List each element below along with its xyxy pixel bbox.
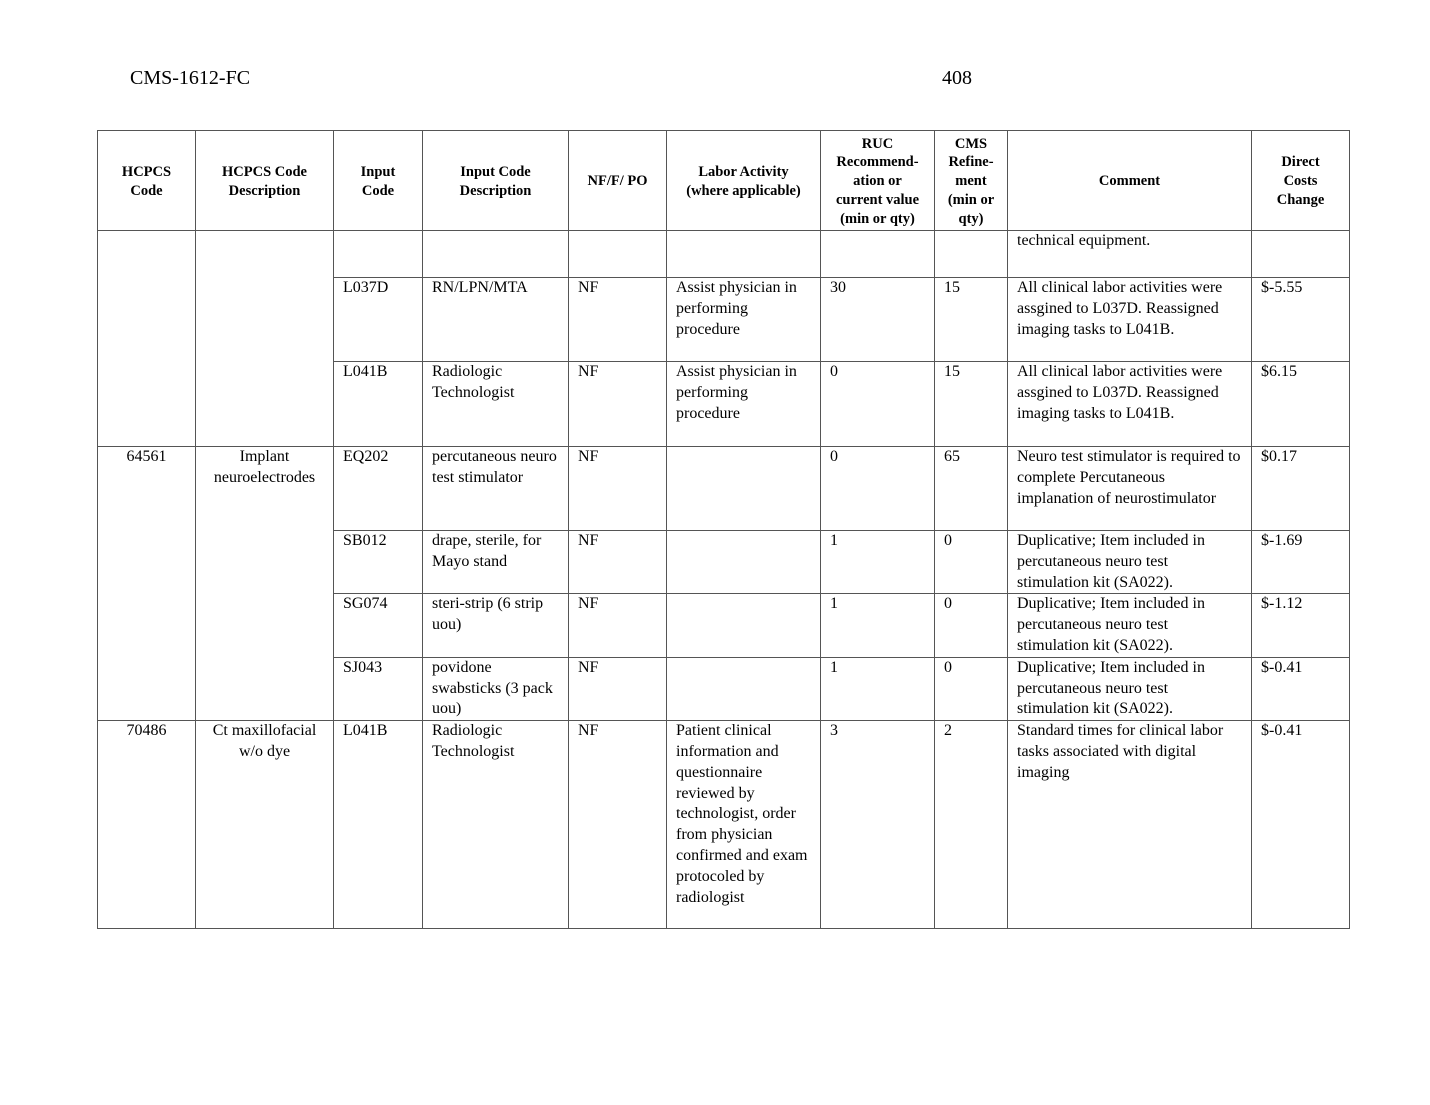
input-desc-cell: povidone swabsticks (3 pack uou) [423,657,569,720]
hcpcs-code-cell: 64561 [98,447,196,721]
ruc-cell: 0 [821,447,935,531]
labor-cell [667,231,821,278]
comment-cell: Standard times for clinical labor tasks associated with digital imaging [1008,721,1252,929]
cms-cell: 0 [935,594,1008,657]
col-header-input-code: Input Code [334,131,423,231]
ruc-cell [821,231,935,278]
direct-cost-cell: $-0.41 [1252,657,1350,720]
direct-cost-cell: $-0.41 [1252,721,1350,929]
ruc-cell: 1 [821,531,935,594]
input-desc-cell: RN/LPN/MTA [423,278,569,362]
direct-cost-cell: $-1.69 [1252,531,1350,594]
comment-cell: All clinical labor activities were assgined to L037D. Reassigned imaging tasks to L041B. [1008,278,1252,362]
comment-cell: All clinical labor activities were assgined to L037D. Reassigned imaging tasks to L041B. [1008,362,1252,447]
input-desc-cell: steri-strip (6 strip uou) [423,594,569,657]
col-header-labor: Labor Activity (where applicable) [667,131,821,231]
labor-cell [667,594,821,657]
hcpcs-desc-cell [196,231,334,447]
input-code-cell: SJ043 [334,657,423,720]
header-row [98,131,1350,231]
hcpcs-code-cell [98,231,196,447]
cms-cell: 0 [935,531,1008,594]
comment-cell: Neuro test stimulator is required to complete Percutaneous implanation of neurostimulator [1008,447,1252,531]
ruc-cell: 1 [821,657,935,720]
input-code-cell: L037D [334,278,423,362]
col-header-ruc: RUC Recommend- ation or current value (min or qty) [821,131,935,231]
ruc-cell: 0 [821,362,935,447]
direct-cost-cell: $6.15 [1252,362,1350,447]
col-header-direct-costs: Direct Costs Change [1252,131,1350,231]
col-header-comment: Comment [1008,131,1252,231]
nffpo-cell: NF [569,447,667,531]
cms-cell [935,231,1008,278]
nffpo-cell: NF [569,721,667,929]
cms-cell: 15 [935,362,1008,447]
input-desc-cell: Radiologic Technologist [423,721,569,929]
labor-cell [667,657,821,720]
comment-cell: Duplicative; Item included in percutaneous neuro test stimulation kit (SA022). [1008,594,1252,657]
page-number: 408 [942,67,972,89]
col-header-nffpo: NF/F/ PO [569,131,667,231]
input-code-cell: SG074 [334,594,423,657]
input-desc-cell: percutaneous neuro test stimulator [423,447,569,531]
table-row [98,447,1350,531]
nffpo-cell: NF [569,594,667,657]
nffpo-cell: NF [569,657,667,720]
direct-cost-cell [1252,231,1350,278]
nffpo-cell: NF [569,531,667,594]
col-header-hcpcs-code: HCPCS Code [98,131,196,231]
comment-cell: Duplicative; Item included in percutaneous neuro test stimulation kit (SA022). [1008,531,1252,594]
labor-cell [667,447,821,531]
direct-cost-cell: $-1.12 [1252,594,1350,657]
input-desc-cell: Radiologic Technologist [423,362,569,447]
nffpo-cell [569,231,667,278]
nffpo-cell: NF [569,278,667,362]
labor-cell: Assist physician in performing procedure [667,278,821,362]
comment-cell: Duplicative; Item included in percutaneous neuro test stimulation kit (SA022). [1008,657,1252,720]
ruc-cell: 3 [821,721,935,929]
input-desc-cell [423,231,569,278]
input-code-cell: SB012 [334,531,423,594]
cost-table [97,130,1350,929]
table-row [98,231,1350,278]
hcpcs-desc-cell: Ct maxillofacial w/o dye [196,721,334,929]
input-code-cell: EQ202 [334,447,423,531]
direct-cost-cell: $0.17 [1252,447,1350,531]
col-header-hcpcs-desc: HCPCS Code Description [196,131,334,231]
input-code-cell: L041B [334,362,423,447]
labor-cell: Patient clinical information and questionnaire reviewed by technologist, order from physician confirmed and exam protocoled by radiologist [667,721,821,929]
ruc-cell: 1 [821,594,935,657]
cms-cell: 65 [935,447,1008,531]
ruc-cell: 30 [821,278,935,362]
col-header-cms: CMS Refine- ment (min or qty) [935,131,1008,231]
document-id: CMS-1612-FC [130,67,251,89]
hcpcs-desc-cell: Implant neuroelectrodes [196,447,334,721]
input-code-cell [334,231,423,278]
cms-cell: 0 [935,657,1008,720]
cms-cell: 2 [935,721,1008,929]
nffpo-cell: NF [569,362,667,447]
labor-cell [667,531,821,594]
comment-cell: technical equipment. [1008,231,1252,278]
direct-cost-cell: $-5.55 [1252,278,1350,362]
col-header-input-desc: Input Code Description [423,131,569,231]
cms-cell: 15 [935,278,1008,362]
input-code-cell: L041B [334,721,423,929]
hcpcs-code-cell: 70486 [98,721,196,929]
table-row [98,721,1350,929]
labor-cell: Assist physician in performing procedure [667,362,821,447]
input-desc-cell: drape, sterile, for Mayo stand [423,531,569,594]
